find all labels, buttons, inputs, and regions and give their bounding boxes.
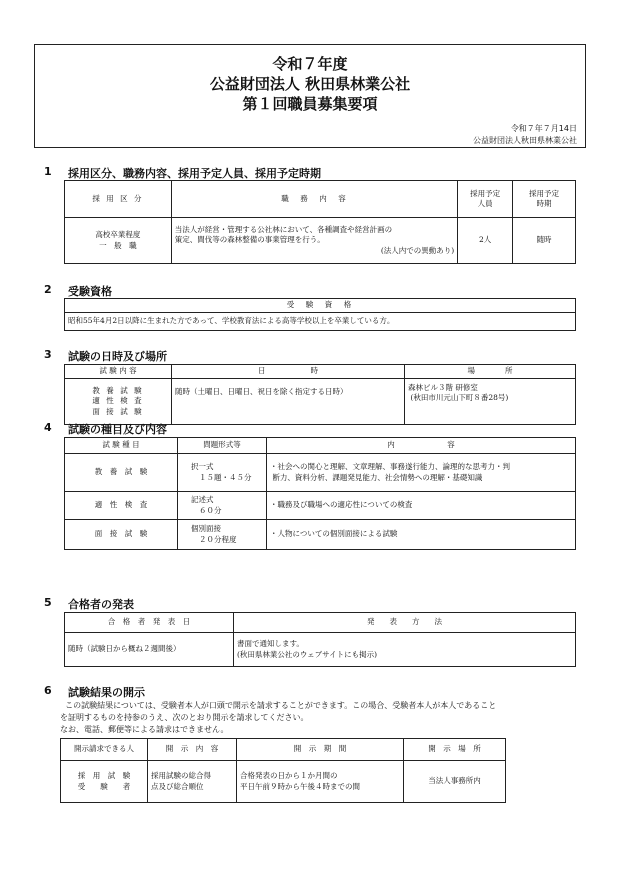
disclosure-place-cell: 当法人事務所内 xyxy=(404,761,506,803)
header-category: 採 用 区 分 xyxy=(65,181,172,218)
format-cell: 記述式 ６０分 xyxy=(178,492,267,520)
header-timing: 採用予定 時期 xyxy=(513,181,576,218)
content-cell: ・社会への関心と理解、文章理解、事務遂行能力、論理的な思考力・判 断力、資料分析、課題発見能力、社会情勢への理解・基礎知識 xyxy=(267,454,576,492)
section-1-table xyxy=(64,180,576,264)
section-title: 試験結果の開示 xyxy=(68,686,145,699)
title-box xyxy=(34,44,586,148)
exam-type-cell: 教 養 試 験 xyxy=(65,454,178,492)
section-title: 合格者の発表 xyxy=(68,598,134,611)
header-duty: 職 務 内 容 xyxy=(171,181,457,218)
section-number: 3 xyxy=(44,348,52,361)
header-exam-type: 試 験 種 目 xyxy=(65,438,178,454)
section-5-table xyxy=(64,612,576,667)
announce-method-cell: 書面で通知します。 (秋田県林業公社のウェブサイトにも掲示) xyxy=(234,633,576,667)
section-5-heading xyxy=(44,596,584,612)
section-3-heading xyxy=(44,348,584,364)
title-organization: 公益財団法人 秋田県林業公社 xyxy=(209,75,411,93)
section-number: 2 xyxy=(44,283,52,296)
headcount-cell: 2人 xyxy=(458,218,513,264)
exam-place-cell: 森林ビル３階 研修室 (秋田市川元山下町８番28号) xyxy=(405,379,576,425)
title-year: 令和７年度 xyxy=(272,55,348,73)
section-6-heading xyxy=(44,684,584,700)
announce-date-cell: 随時（試験日から概ね２週間後） xyxy=(65,633,234,667)
header-disclosure-period: 開 示 期 間 xyxy=(237,739,404,761)
section-number: 6 xyxy=(44,684,52,697)
header-disclosure-content: 開 示 内 容 xyxy=(148,739,237,761)
exam-items-cell: 教 養 試 験 適 性 検 査 面 接 試 験 xyxy=(65,379,172,425)
section-title: 採用区分、職務内容、採用予定人員、採用予定時期 xyxy=(68,167,321,180)
exam-type-cell: 面 接 試 験 xyxy=(65,520,178,550)
header-place: 場 所 xyxy=(405,365,576,379)
section-title: 試験の日時及び場所 xyxy=(68,350,167,363)
section-3-table xyxy=(64,364,576,425)
header-eligible-person: 開示請求できる人 xyxy=(61,739,148,761)
disclosure-period-cell: 合格発表の日から１か月間の 平日午前９時から午後４時までの間 xyxy=(237,761,404,803)
header-disclosure-place: 開 示 場 所 xyxy=(404,739,506,761)
format-cell: 個別面接 ２０分程度 xyxy=(178,520,267,550)
disclosure-paragraph-2: を証明するものを持参のうえ、次のとおり開示を請求してください。 xyxy=(60,713,309,722)
duty-cell: 当法人が経営・管理する公社林において、各種調査や経営計画の 策定、間伐等の森林整備の事業管理を行う。 (法人内での異動あり) xyxy=(171,218,457,264)
header-announce-method: 発 表 方 法 xyxy=(234,613,576,633)
section-number: 4 xyxy=(44,421,52,434)
section-title: 受験資格 xyxy=(68,285,112,298)
header-exam-content: 試 験 内 容 xyxy=(65,365,172,379)
section-title: 試験の種目及び内容 xyxy=(68,423,167,436)
section-2-table xyxy=(64,298,576,331)
section-6-table xyxy=(60,738,506,803)
issuer-name: 公益財団法人秋田県林業公社 xyxy=(473,136,577,145)
section-4-table xyxy=(64,437,576,550)
timing-cell: 随時 xyxy=(513,218,576,264)
header-announce-date: 合 格 者 発 表 日 xyxy=(65,613,234,633)
disclosure-content-cell: 採用試験の総合得 点及び総合順位 xyxy=(148,761,237,803)
section-4-heading xyxy=(44,421,584,437)
issue-date: 令和７年７月14日 xyxy=(510,124,577,133)
header-date: 日 時 xyxy=(172,365,405,379)
title-recruitment: 第１回職員募集要項 xyxy=(242,95,378,113)
format-cell: 択一式 １５題・４５分 xyxy=(178,454,267,492)
eligible-person-cell: 採 用 試 験 受 験 者 xyxy=(61,761,148,803)
content-cell: ・職務及び職場への適応性についての検査 xyxy=(267,492,576,520)
section-2-heading xyxy=(44,283,584,299)
disclosure-paragraph-3: なお、電話、郵便等による請求はできません。 xyxy=(60,725,229,734)
section-number: 1 xyxy=(44,165,52,178)
exam-date-cell: 随時（土曜日、日曜日、祝日を除く指定する日時） xyxy=(172,379,405,425)
disclosure-paragraph-1: この試験結果については、受験者本人が口頭で開示を請求することができます。この場合、受験者本人が本人であること xyxy=(65,701,497,710)
eligibility-header: 受 験 資 格 xyxy=(65,299,576,313)
content-cell: ・人物についての個別面接による試験 xyxy=(267,520,576,550)
header-headcount: 採用予定 人員 xyxy=(458,181,513,218)
header-format: 問題形式等 xyxy=(178,438,267,454)
header-content: 内 容 xyxy=(267,438,576,454)
category-cell: 高校卒業程度 一 般 職 xyxy=(65,218,172,264)
exam-type-cell: 適 性 検 査 xyxy=(65,492,178,520)
section-number: 5 xyxy=(44,596,52,609)
section-1-heading xyxy=(44,165,584,181)
eligibility-body: 昭和55年4月2日以降に生まれた方であって、学校教育法による高等学校以上を卒業している方。 xyxy=(65,313,576,331)
